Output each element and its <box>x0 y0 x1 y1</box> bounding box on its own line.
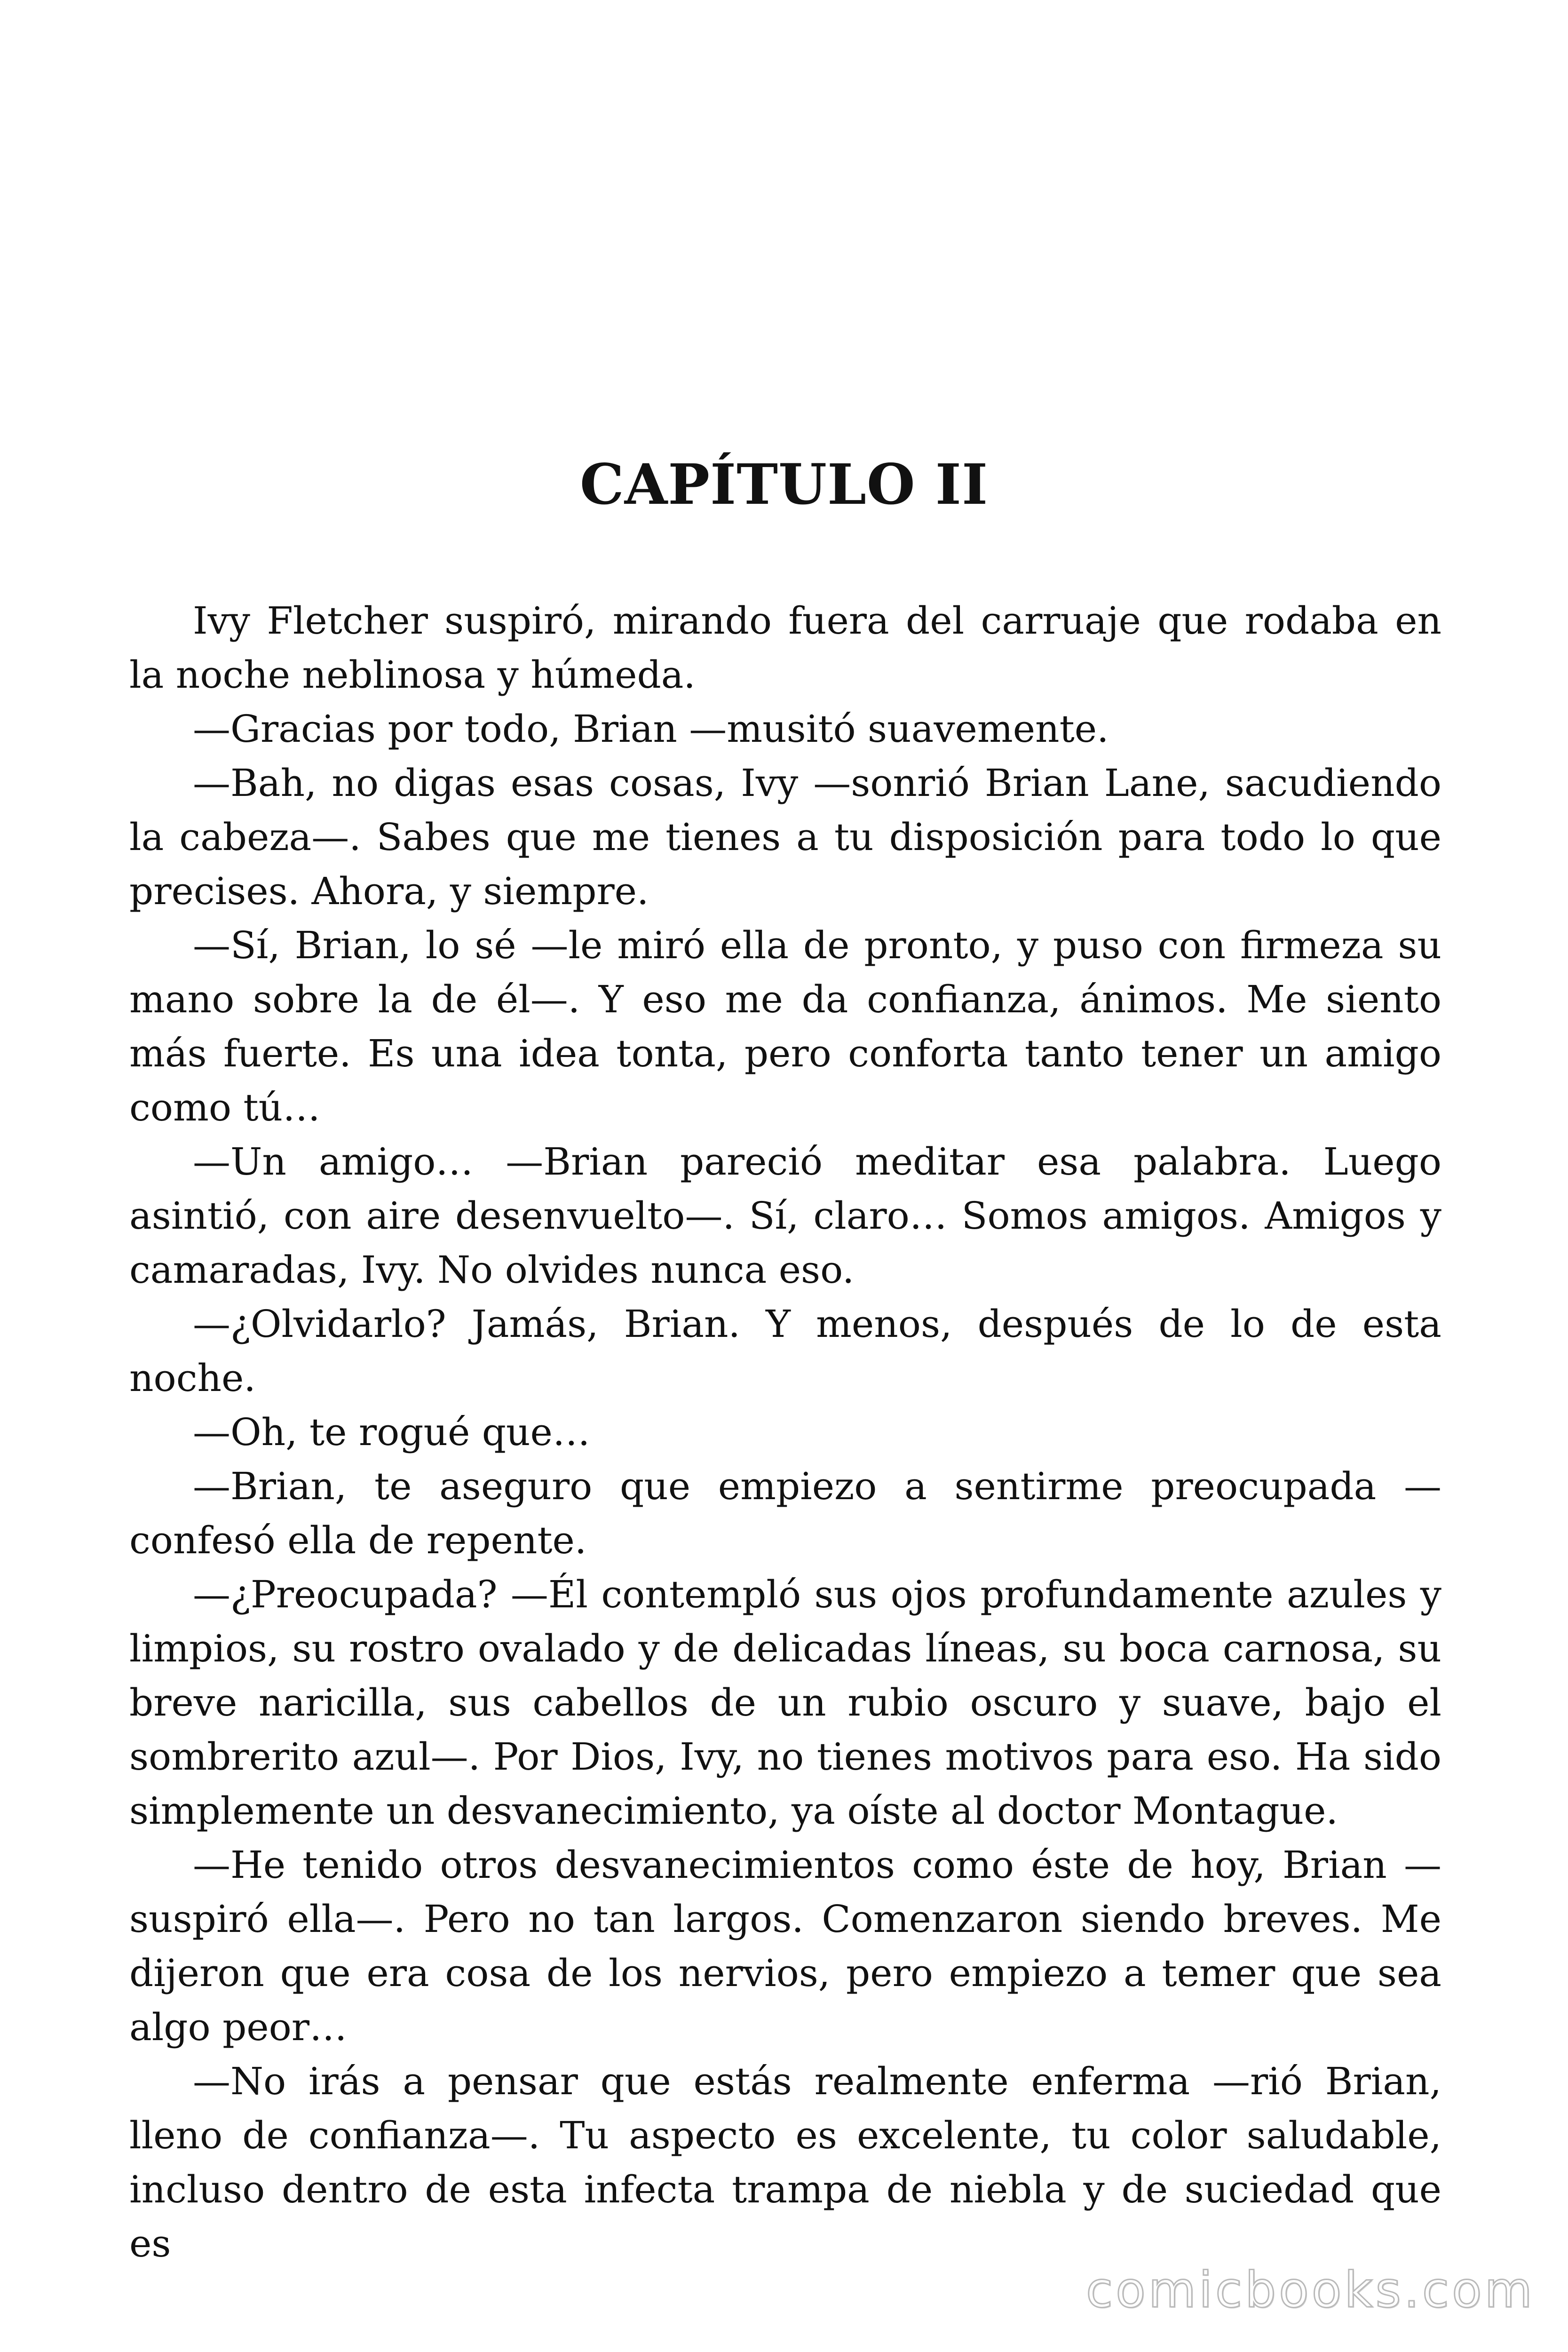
paragraph: —¿Preocupada? —Él contempló sus ojos profundamente azules y limpios, su rostro ovalado y de delicadas líneas, su boca carnosa, su breve naricilla, sus cabellos de un rubio oscuro y suave, bajo el sombrerito azul—. Por Dios, Ivy, no tienes motivos para eso. Ha sido simplemente un desvanecimiento, ya oíste al doctor Montague. <box>129 1573 1441 1833</box>
paragraph: —He tenido otros desvanecimientos como éste de hoy, Brian —suspiró ella—. Pero no tan largos. Comenzaron siendo breves. Me dijeron que era cosa de los nervios, pero empiezo a temer que sea algo peor… <box>129 1843 1441 2049</box>
paragraph: —Sí, Brian, lo sé —le miró ella de pronto, y puso con firmeza su mano sobre la de él—. Y eso me da confianza, ánimos. Me siento más fuerte. Es una idea tonta, pero conforta tanto tener un amigo como tú… <box>129 923 1441 1129</box>
chapter-body <box>129 594 1441 2271</box>
paragraph: —Brian, te aseguro que empiezo a sentirme preocupada —confesó ella de repente. <box>129 1464 1441 1562</box>
paragraph: —¿Olvidarlo? Jamás, Brian. Y menos, después de lo de esta noche. <box>129 1302 1441 1400</box>
watermark: comicbooks.com <box>1085 2261 1535 2319</box>
paragraph: —Gracias por todo, Brian —musitó suavemente. <box>193 707 1109 751</box>
paragraph: —No irás a pensar que estás realmente enferma —rió Brian, lleno de confianza—. Tu aspecto es excelente, tu color saludable, incluso dentro de esta infecta trampa de niebla y de suciedad que es <box>129 2059 1441 2265</box>
paragraph: —Oh, te rogué que… <box>193 1410 590 1454</box>
paragraph: —Un amigo… —Brian pareció meditar esa palabra. Luego asintió, con aire desenvuelto—. Sí, claro… Somos amigos. Amigos y camaradas, Ivy. No olvides nunca eso. <box>129 1140 1441 1292</box>
paragraph: Ivy Fletcher suspiró, mirando fuera del carruaje que rodaba en la noche neblinosa y húmeda. <box>129 599 1441 697</box>
paragraph: —Bah, no digas esas cosas, Ivy —sonrió Brian Lane, sacudiendo la cabeza—. Sabes que me tienes a tu disposición para todo lo que precises. Ahora, y siempre. <box>129 761 1441 913</box>
chapter-title: CAPÍTULO II <box>579 452 989 517</box>
